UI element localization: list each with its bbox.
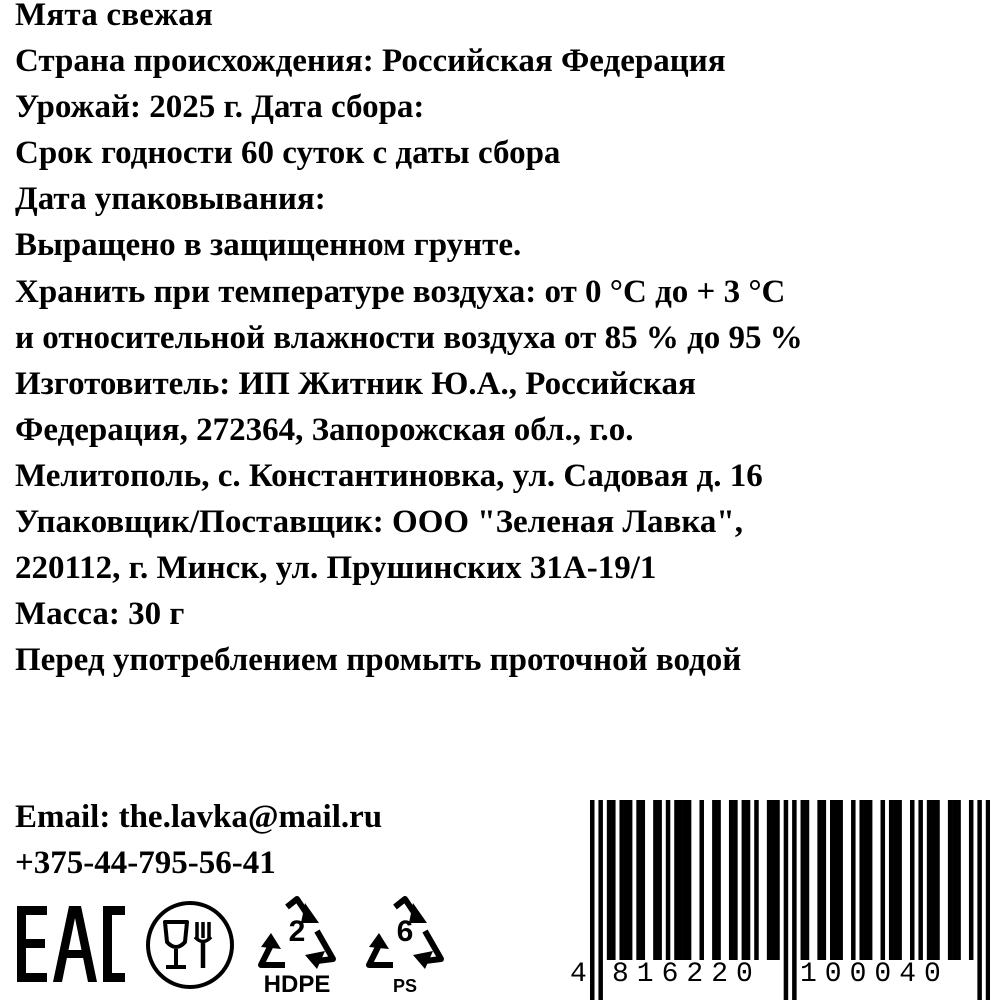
barcode-bar [678, 800, 683, 960]
manufacturer-line-2: Федерация, 272364, Запорожская обл., г.о. [15, 411, 634, 448]
barcode-bar [817, 800, 822, 960]
label-text-block [15, 0, 1000, 683]
barcode-bar [754, 800, 759, 960]
recycle-ps-label: PS [392, 976, 417, 996]
barcode-bar [868, 800, 873, 960]
barcode-bar [619, 800, 624, 960]
barcode-first-digit: 4 [570, 959, 587, 990]
shelf-life: Срок годности 60 суток с даты сбора [15, 135, 561, 172]
barcode-bar [746, 800, 751, 960]
barcode-bar [624, 800, 629, 960]
barcode-bar [956, 800, 961, 960]
barcode-bar [687, 800, 692, 960]
packer-line-1: Упаковщик/Поставщик: ООО "Зеленая Лавка", [15, 504, 743, 541]
barcode-bar [851, 800, 856, 960]
recycle-hdpe-label: HDPE [263, 971, 331, 998]
barcode-bar [931, 800, 936, 960]
barcode-bar [636, 800, 641, 960]
barcode-bar [897, 800, 902, 960]
barcode-bar [859, 800, 864, 960]
packing-date: Дата упаковывания: [15, 181, 326, 218]
barcode-bar [834, 800, 839, 960]
harvest-info: Урожай: 2025 г. Дата сбора: [15, 89, 425, 126]
barcode-bar [969, 800, 974, 960]
barcode-bar [864, 800, 869, 960]
contacts-block [15, 794, 382, 886]
food-contact-icon [145, 900, 235, 990]
eac-icon [15, 904, 127, 984]
growing-method: Выращено в защищенном грунте. [15, 227, 522, 264]
barcode-bar [893, 800, 898, 960]
barcode-bar [881, 800, 886, 960]
barcode-bar [712, 800, 717, 960]
barcode-guard-bar [784, 800, 789, 1000]
barcode-guard-bar [792, 800, 797, 1000]
barcode-bar [742, 800, 747, 960]
barcode-bar [611, 800, 616, 960]
manufacturer-line-1: Изготовитель: ИП Житник Ю.А., Российская [15, 365, 696, 402]
barcode-guard-bar [977, 800, 982, 1000]
barcode-bar [935, 800, 940, 960]
barcode-bar [733, 800, 738, 960]
barcode-bar [805, 800, 810, 960]
packer-line-2: 220112, г. Минск, ул. Прушинских 31А-19/1 [15, 550, 657, 587]
recycle-hdpe-number: 2 [288, 915, 306, 948]
phone-text: +375-44-795-56-41 [15, 845, 276, 881]
product-title: Мята свежая [15, 0, 213, 33]
barcode-bar [775, 800, 780, 960]
email-text: Email: the.lavka@mail.ru [15, 799, 383, 835]
barcode-bar [889, 800, 894, 960]
barcode-bar [822, 800, 827, 960]
barcode-bar [952, 800, 957, 960]
storage-temperature: Хранить при температуре воздуха: от 0 °С до + 3 °С [15, 273, 786, 310]
barcode-bar [729, 800, 734, 960]
barcode-bar [716, 800, 721, 960]
usage-instruction: Перед употреблением промыть проточной водой [15, 642, 742, 679]
barcode-bar [910, 800, 915, 960]
barcode-left-digits: 816220 [612, 959, 761, 990]
barcode-bar [918, 800, 923, 960]
barcode-bar [948, 800, 953, 960]
barcode-guard-bar [590, 800, 595, 1000]
barcode-bar [927, 800, 932, 960]
barcode-bar [641, 800, 646, 960]
barcode-bar [628, 800, 633, 960]
barcode-bar [771, 800, 776, 960]
barcode-bar [653, 800, 658, 960]
barcode-guard-bar [598, 800, 603, 1000]
barcode-bar [699, 800, 704, 960]
storage-humidity: и относительной влажности воздуха от 85 % до 95 % [15, 319, 803, 356]
barcode-bar [657, 800, 662, 960]
barcode-bar [607, 800, 612, 960]
barcode-bar [683, 800, 688, 960]
barcode-right-digits: 100040 [800, 959, 949, 990]
recycle-ps-number: 6 [396, 915, 414, 948]
country-of-origin: Страна происхождения: Российская Федерация [15, 43, 726, 80]
barcode-bar [838, 800, 843, 960]
barcode-bar [674, 800, 679, 960]
barcode-bar [830, 800, 835, 960]
barcode-bar [801, 800, 806, 960]
barcode-guard-bar [986, 800, 990, 1000]
barcode-bar [666, 800, 671, 960]
barcode-bar [767, 800, 772, 960]
net-weight: Масса: 30 г [15, 596, 185, 633]
manufacturer-line-3: Мелитополь, с. Константиновка, ул. Садовая д. 16 [15, 457, 763, 494]
certification-icons [15, 885, 455, 1000]
